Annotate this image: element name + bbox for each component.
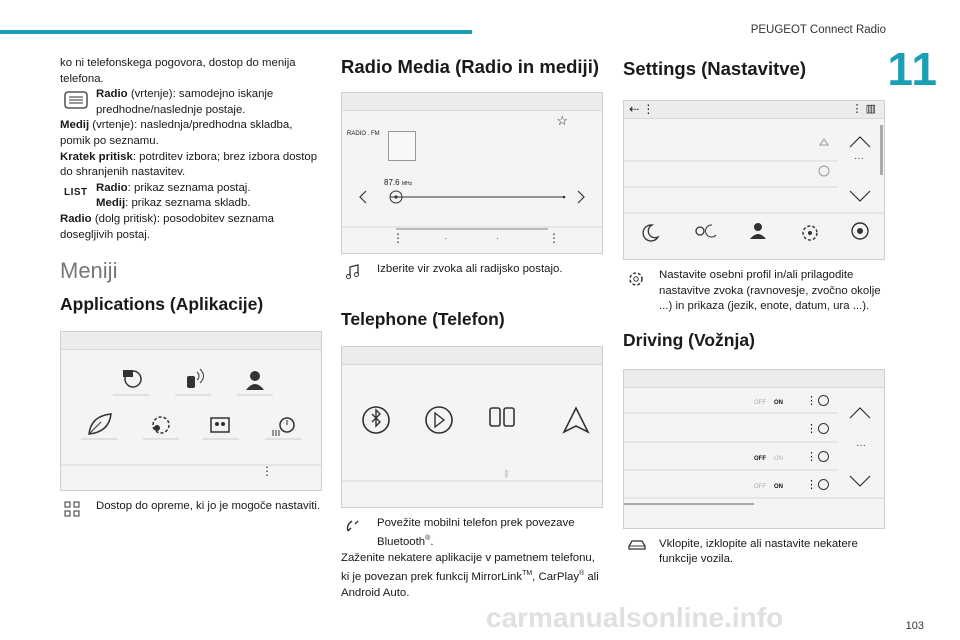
driving-description-row bbox=[623, 537, 885, 568]
column-1 bbox=[60, 56, 322, 522]
driving-more-icon[interactable]: ··· bbox=[856, 439, 866, 451]
day-night-icon[interactable] bbox=[643, 225, 658, 241]
driving-description: Vklopite, izklopite ali nastavite nekatere funkcije vozila. bbox=[659, 537, 858, 566]
dolg-pritisk-text: (dolg pritisk): posodobitev seznama dosegljivih postaj. bbox=[60, 212, 274, 241]
driving-screen bbox=[623, 369, 885, 529]
phone-desc-bluetooth: Povežite mobilni telefon prek povezave Bluetooth bbox=[377, 516, 575, 548]
toggle-on-label: ON bbox=[774, 399, 783, 406]
list-medij-label: Medij bbox=[96, 197, 126, 210]
watermark: carmanualsonline.info bbox=[486, 602, 784, 633]
radio-description: Izberite vir zvoka ali radijsko postajo. bbox=[377, 263, 563, 275]
toggle-on-label: ON bbox=[774, 483, 783, 490]
user-profile-icon[interactable] bbox=[750, 223, 766, 239]
android-auto-icon[interactable] bbox=[564, 408, 588, 432]
mirrorlink-icon[interactable] bbox=[490, 408, 514, 426]
scroll-up-icon[interactable] bbox=[850, 137, 870, 147]
toggle-off-label: OFF bbox=[754, 399, 766, 406]
radio-label: Radio bbox=[96, 88, 128, 101]
running-header: PEUGEOT Connect Radio bbox=[750, 24, 886, 36]
heating-timer-icon[interactable] bbox=[273, 418, 294, 436]
radio-source-icon[interactable]: · bbox=[444, 234, 447, 244]
dolg-radio-label: Radio bbox=[60, 212, 92, 225]
phone-desc-period: . bbox=[430, 535, 434, 548]
section-title-meniji: Meniji bbox=[60, 258, 118, 284]
page-number: 103 bbox=[905, 620, 924, 632]
medij-label: Medij bbox=[60, 119, 90, 132]
scroll-down-icon[interactable] bbox=[850, 191, 870, 201]
rotary-knob-icon bbox=[60, 87, 96, 109]
telephone-description-row bbox=[341, 516, 603, 551]
list-medij-text: : prikaz seznama skladb. bbox=[125, 197, 251, 210]
bluetooth-status-icon: ᛒ bbox=[504, 468, 510, 479]
eco-leaf-icon[interactable] bbox=[89, 414, 111, 434]
scrollbar[interactable] bbox=[880, 125, 883, 175]
warning-icon bbox=[820, 139, 828, 145]
settings-gear-icon bbox=[623, 268, 659, 315]
phone-desc-mirrorlink: Zaženite nekatere aplikacije v pametnem telefonu, ki je povezan prek funkcij MirrorLink bbox=[341, 551, 595, 583]
apps-description-row bbox=[60, 499, 322, 523]
header-accent-bar bbox=[0, 30, 472, 34]
row-options-icon[interactable]: ⋮ bbox=[806, 450, 817, 463]
more-options-icon[interactable]: ⋮ bbox=[261, 464, 273, 479]
telephone-title: Telephone (Telefon) bbox=[341, 308, 505, 329]
radio-screen bbox=[341, 92, 603, 254]
intro-text: ko ni telefonskega pogovora, dostop do menija telefona. bbox=[60, 57, 296, 85]
medij-rotate-text: (vrtenje): naslednja/predhodna skladba, pomik po seznamu. bbox=[60, 119, 293, 147]
toggle-on-label: ON bbox=[774, 455, 783, 462]
carplay-icon[interactable] bbox=[426, 407, 452, 433]
telephone-screen bbox=[341, 346, 603, 508]
contacts-card-icon[interactable] bbox=[211, 418, 229, 432]
list-radio-text: : prikaz seznama postaj. bbox=[127, 181, 251, 194]
audio-settings-icon[interactable] bbox=[852, 223, 868, 239]
car-icon bbox=[623, 537, 659, 568]
apps-title: Applications (Aplikacije) bbox=[60, 293, 264, 314]
music-note-icon bbox=[341, 262, 377, 286]
frequency-unit: MHz bbox=[401, 181, 413, 187]
vehicle-settings-icon[interactable] bbox=[153, 417, 169, 433]
frequency-value: 87.6 bbox=[384, 178, 400, 187]
radio-rotate-row bbox=[60, 87, 322, 118]
radio-band-label: RADIO . FM bbox=[347, 131, 380, 137]
apps-description: Dostop do opreme, ki jo je mogoče nastaviti. bbox=[96, 499, 321, 512]
phone-desc-mirroring bbox=[341, 551, 603, 602]
driver-profile-icon[interactable] bbox=[246, 371, 264, 390]
phone-desc-android: ali Android Auto. bbox=[341, 570, 599, 599]
driving-scroll-down-icon[interactable] bbox=[850, 476, 870, 486]
radio-options-icon[interactable]: ⋮ bbox=[392, 231, 404, 246]
settings-description: Nastavite osebni profil in/ali prilagodite nastavitve zvoka (ravnovesje, zvočno okolje ...) in prikaza (jezik, enote, datum, ura ...). bbox=[659, 269, 881, 313]
radio-band-icon[interactable]: · bbox=[496, 234, 499, 244]
radio-more-icon[interactable]: ⋮ bbox=[548, 231, 560, 246]
bluetooth-icon[interactable] bbox=[363, 407, 389, 433]
list-radio-label: Radio bbox=[96, 181, 128, 194]
trademark-mark: TM bbox=[522, 570, 533, 578]
settings-title: Settings (Nastavitve) bbox=[623, 58, 806, 79]
back-arrow-icon[interactable]: ⇠ ⋮ bbox=[629, 102, 655, 116]
kratek-pritisk-text: : potrditev izbora; brez izbora dostop do shranjenih nastavitev. bbox=[60, 150, 318, 179]
assistance-icon[interactable] bbox=[123, 370, 141, 387]
apps-screen bbox=[60, 331, 322, 491]
list-row bbox=[60, 181, 322, 212]
settings-description-row bbox=[623, 268, 885, 315]
row-options-icon[interactable]: ⋮ bbox=[806, 422, 817, 435]
settings-screen bbox=[623, 100, 885, 260]
brightness-icon[interactable] bbox=[696, 225, 716, 237]
favorite-star-icon[interactable]: ☆ bbox=[556, 113, 568, 128]
info-icon[interactable] bbox=[819, 166, 829, 176]
column-2 bbox=[341, 56, 603, 601]
previous-station-icon[interactable] bbox=[360, 191, 366, 203]
voice-command-icon[interactable] bbox=[187, 369, 204, 388]
system-settings-icon[interactable] bbox=[803, 226, 817, 240]
radio-auto-text: (vrtenje): samodejno iskanje predhodne/naslednje postaje. bbox=[96, 88, 274, 116]
phone-handset-icon bbox=[341, 516, 377, 551]
apps-grid-icon bbox=[60, 499, 96, 523]
radio-description-row bbox=[341, 262, 603, 286]
registered-mark-2: ® bbox=[579, 570, 585, 578]
phone-desc-carplay: , CarPlay bbox=[532, 570, 580, 583]
list-button-label: LIST bbox=[64, 186, 88, 198]
toggle-off-label: OFF bbox=[754, 483, 766, 490]
toggle-off-label: OFF bbox=[754, 455, 766, 462]
radio-media-title: Radio Media (Radio in mediji) bbox=[341, 56, 599, 77]
trash-icon[interactable]: ⋮ ▥ bbox=[851, 103, 876, 115]
driving-scroll-up-icon[interactable] bbox=[850, 408, 870, 418]
driving-title: Driving (Vožnja) bbox=[623, 329, 755, 350]
row-options-icon[interactable]: ⋮ bbox=[806, 394, 817, 407]
settings-more-icon[interactable]: ··· bbox=[854, 153, 864, 164]
chapter-number: 11 bbox=[887, 43, 938, 95]
row-options-icon[interactable]: ⋮ bbox=[806, 478, 817, 491]
kratek-pritisk-label: Kratek pritisk bbox=[60, 150, 133, 163]
registered-mark: ® bbox=[425, 535, 431, 543]
next-station-icon[interactable] bbox=[578, 191, 584, 203]
column-3 bbox=[623, 56, 885, 568]
